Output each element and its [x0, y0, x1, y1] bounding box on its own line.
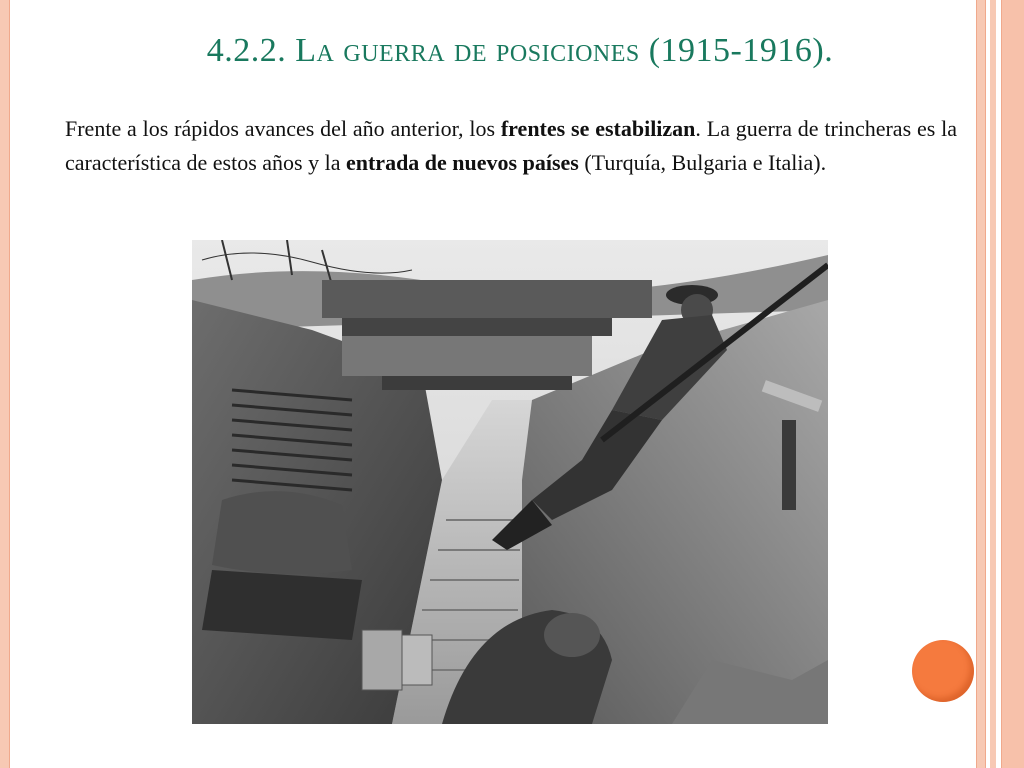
text-run-bold: frentes se estabilizan — [500, 116, 696, 141]
text-run: Frente a los rápidos avances del año anterior, los — [65, 116, 501, 141]
text-run-bold: entrada de nuevos países — [345, 150, 579, 175]
text-run: (Turquía, Bulgaria e Italia). — [578, 150, 827, 175]
stripe — [976, 0, 986, 768]
slide-title: 4.2.2. La guerra de posiciones (1915-1916). — [206, 32, 834, 69]
right-decorative-stripes — [976, 0, 1024, 768]
text-run: . La guerra de trincheras es la característica de estos años y la — [65, 116, 957, 175]
stripe — [990, 0, 996, 768]
decorative-orange-circle — [912, 640, 974, 702]
stripe — [1001, 0, 1024, 768]
left-decorative-border — [0, 0, 10, 768]
trench-photo — [192, 240, 828, 724]
slide-paragraph — [65, 112, 957, 180]
